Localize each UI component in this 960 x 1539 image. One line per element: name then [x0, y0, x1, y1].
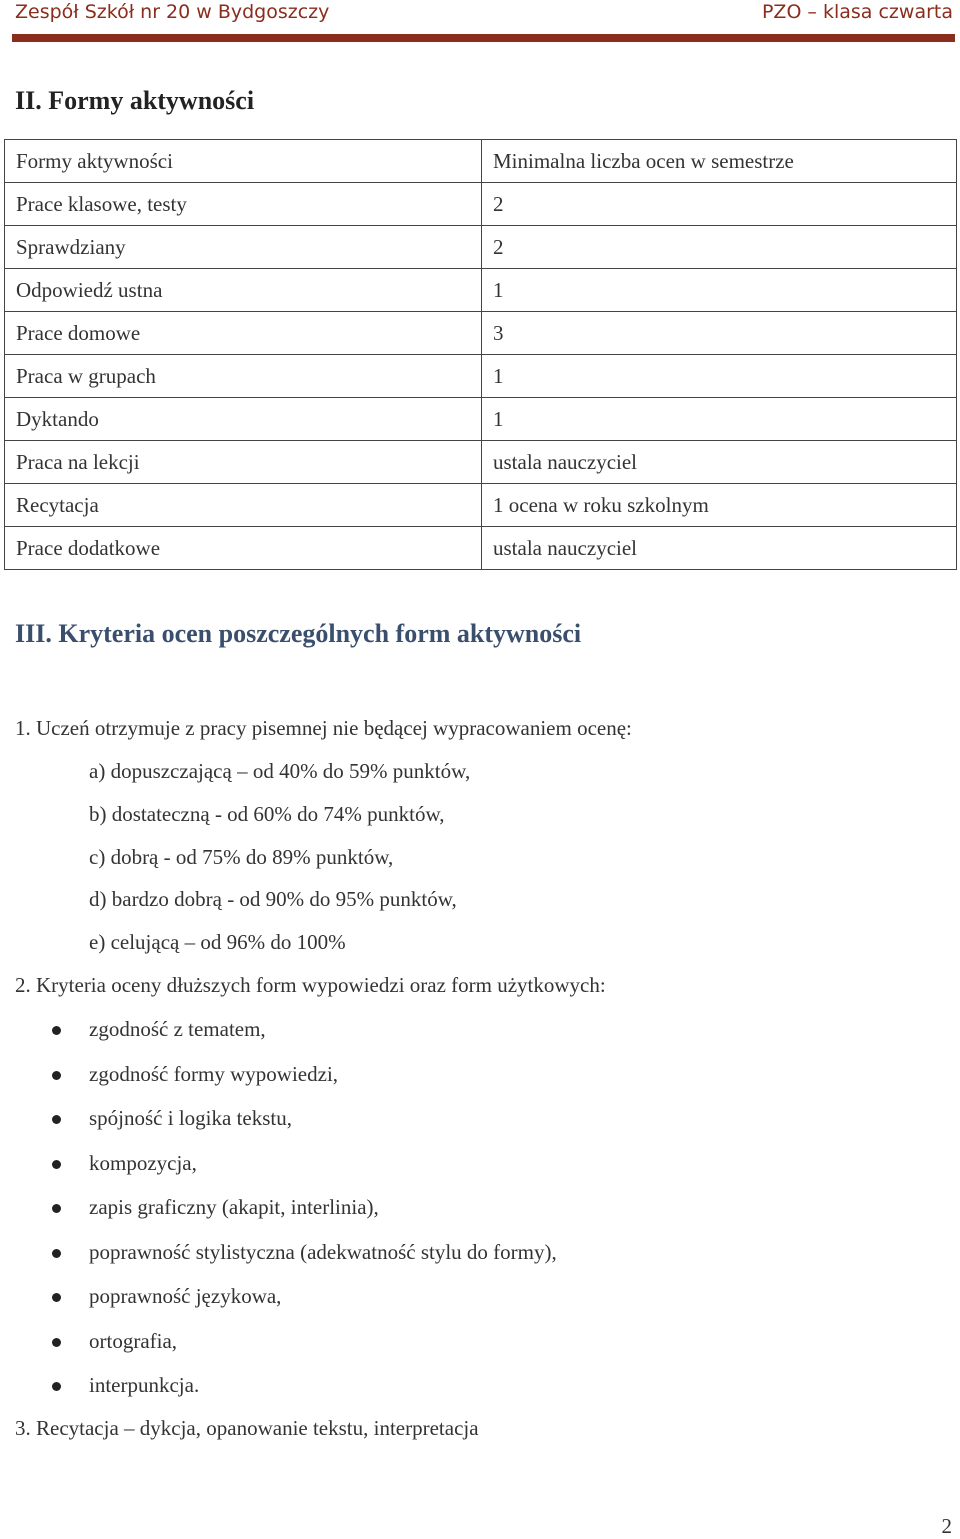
- table-cell-count: 1 ocena w roku szkolnym: [482, 484, 957, 527]
- table-row: [5, 183, 957, 226]
- school-name: Zespół Szkół nr 20 w Bydgoszczy: [15, 1, 330, 23]
- table-cell-form: Prace domowe: [5, 312, 482, 355]
- table-cell-count: 1: [482, 269, 957, 312]
- table-cell-count: 2: [482, 226, 957, 269]
- table-cell-count: 3: [482, 312, 957, 355]
- grade-threshold-a: a) dopuszczającą – od 40% do 59% punktów,: [89, 759, 471, 783]
- list-item-text: zgodność formy wypowiedzi,: [89, 1062, 339, 1086]
- table-cell-form: Praca w grupach: [5, 355, 482, 398]
- bullet-icon: [52, 1338, 61, 1347]
- table-cell-count: ustala nauczyciel: [482, 441, 957, 484]
- table-row: [5, 226, 957, 269]
- table-row: [5, 312, 957, 355]
- criteria-item-1: 1. Uczeń otrzymuje z pracy pisemnej nie będącej wypracowaniem ocenę:: [15, 716, 632, 740]
- table-cell-count: 1: [482, 398, 957, 441]
- table-cell-count: 1: [482, 355, 957, 398]
- bullet-icon: [52, 1160, 61, 1169]
- activity-forms-table: [4, 139, 957, 570]
- table-header-cell: Formy aktywności: [5, 140, 482, 183]
- grade-threshold-c: c) dobrą - od 75% do 89% punktów,: [89, 845, 394, 869]
- grade-threshold-d: d) bardzo dobrą - od 90% do 95% punktów,: [89, 887, 457, 911]
- table-row: [5, 355, 957, 398]
- section-heading-activity-forms: II. Formy aktywności: [15, 86, 255, 115]
- list-item-text: spójność i logika tekstu,: [89, 1106, 292, 1130]
- list-item-text: interpunkcja.: [89, 1373, 200, 1397]
- bullet-icon: [52, 1115, 61, 1124]
- criteria-item-2: 2. Kryteria oceny dłuższych form wypowiedzi oraz form użytkowych:: [15, 973, 606, 997]
- table-cell-form: Sprawdziany: [5, 226, 482, 269]
- bullet-icon: [52, 1293, 61, 1302]
- list-item-text: ortografia,: [89, 1329, 178, 1353]
- table-cell-form: Odpowiedź ustna: [5, 269, 482, 312]
- table-row: [5, 398, 957, 441]
- table-row: [5, 269, 957, 312]
- table-cell-form: Prace klasowe, testy: [5, 183, 482, 226]
- table-cell-count: 2: [482, 183, 957, 226]
- document-label: PZO – klasa czwarta: [761, 1, 953, 23]
- bullet-icon: [52, 1249, 61, 1258]
- grade-threshold-b: b) dostateczną - od 60% do 74% punktów,: [89, 802, 445, 826]
- bullet-icon: [52, 1204, 61, 1213]
- bullet-icon: [52, 1026, 61, 1035]
- section-heading-grading-criteria: III. Kryteria ocen poszczególnych form aktywności: [15, 619, 582, 648]
- table-header-row: [5, 140, 957, 183]
- list-item-text: zapis graficzny (akapit, interlinia),: [89, 1195, 379, 1219]
- list-item-text: kompozycja,: [89, 1151, 197, 1175]
- table-cell-form: Praca na lekcji: [5, 441, 482, 484]
- table-cell-form: Dyktando: [5, 398, 482, 441]
- table-cell-form: Prace dodatkowe: [5, 527, 482, 570]
- table-row: [5, 484, 957, 527]
- table-row: [5, 441, 957, 484]
- list-item-text: poprawność stylistyczna (adekwatność stylu do formy),: [89, 1240, 557, 1264]
- grade-threshold-e: e) celującą – od 96% do 100%: [89, 930, 346, 954]
- bullet-icon: [52, 1071, 61, 1080]
- list-item-text: zgodność z tematem,: [89, 1017, 266, 1041]
- table-cell-count: ustala nauczyciel: [482, 527, 957, 570]
- criteria-item-3: 3. Recytacja – dykcja, opanowanie tekstu, interpretacja: [15, 1416, 479, 1440]
- bullet-icon: [52, 1382, 61, 1391]
- table-cell-form: Recytacja: [5, 484, 482, 527]
- list-item-text: poprawność językowa,: [89, 1284, 282, 1308]
- table-row: [5, 527, 957, 570]
- table-header-cell: Minimalna liczba ocen w semestrze: [482, 140, 957, 183]
- page-number: 2: [941, 1514, 952, 1538]
- header-divider: [12, 34, 955, 42]
